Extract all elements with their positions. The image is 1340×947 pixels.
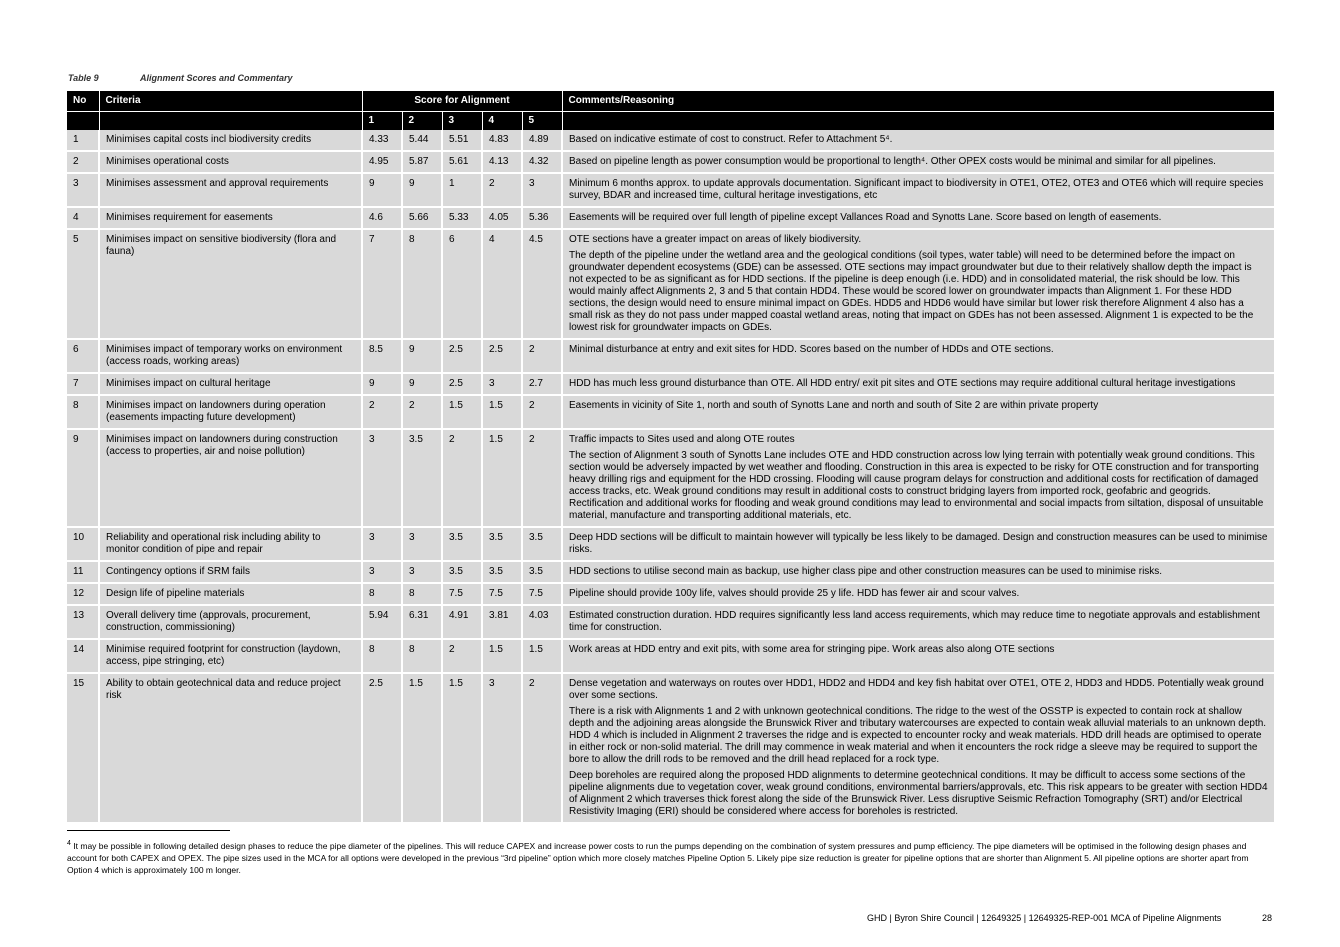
footnote-rule (67, 830, 230, 831)
comment-paragraph: Minimum 6 months approx. to update approvals documentation. Significant impact to biodiversity in OTE1, OTE2, OTE3 and OTE6 which will require species survey, BDAR and increased time, cultural heritage investigations, etc (569, 178, 1264, 201)
score-alignment-3: 4.91 (442, 605, 482, 639)
score-alignment-5: 7.5 (522, 583, 562, 605)
row-number: 1 (67, 130, 99, 151)
score-alignment-1: 3 (362, 527, 402, 561)
row-criteria: Minimises impact on landowners during construction (access to properties, air and noise pollution) (99, 429, 362, 527)
score-alignment-5: 1.5 (522, 639, 562, 673)
table-row (67, 673, 1274, 823)
score-alignment-3: 3.5 (442, 561, 482, 583)
score-alignment-4: 3.5 (482, 561, 522, 583)
page-footer: GHD | Byron Shire Council | 12649325 | 12649325-REP-001 MCA of Pipeline Alignments (867, 913, 1222, 923)
row-criteria: Minimises impact on landowners during operation (easements impacting future development) (99, 395, 362, 429)
row-criteria: Minimise required footprint for construction (laydown, access, pipe stringing, etc) (99, 639, 362, 673)
comment-paragraph: Pipeline should provide 100y life, valves should provide 25 y life. HDD has fewer air and scour valves. (569, 588, 1020, 599)
score-alignment-4: 2.5 (482, 339, 522, 373)
row-criteria: Overall delivery time (approvals, procurement, construction, commissioning) (99, 605, 362, 639)
row-criteria: Minimises assessment and approval requirements (99, 173, 362, 207)
table-body (67, 130, 1274, 823)
row-number: 13 (67, 605, 99, 639)
score-alignment-4: 1.5 (482, 395, 522, 429)
comment-paragraph: There is a risk with Alignments 1 and 2 with unknown geotechnical conditions. The ridge to the west of the OSSTP is expected to contain rock at shallow depth and the adjoining areas alongside the Brunswick River and tributary watercourses are expected to contain weak alluvial materials to an unknown depth. HDD 4 which is included in Alignment 2 traverses the ridge and is expected to encounter rocky and weak materials. HDD drill heads are optimised to operate in either rock or non-solid material. The drill may commence in weak material and when it encounters the rock ridge a sleeve may be required to support the bore to allow the drill rods to be removed and the drill head replaced for a rock type. (569, 706, 1267, 765)
row-number: 15 (67, 673, 99, 823)
header-alignment-5: 5 (522, 112, 562, 131)
score-alignment-3: 3.5 (442, 527, 482, 561)
score-alignment-5: 2.7 (522, 373, 562, 395)
header-comments: Comments/Reasoning (562, 91, 1274, 112)
footnote-number: 4 (67, 840, 71, 848)
footnote (67, 840, 1272, 876)
row-comments (562, 339, 1274, 373)
row-criteria: Minimises requirement for easements (99, 207, 362, 229)
score-alignment-3: 5.61 (442, 151, 482, 173)
row-comments (562, 373, 1274, 395)
row-number: 7 (67, 373, 99, 395)
score-alignment-5: 3.5 (522, 527, 562, 561)
caption-title: Alignment Scores and Commentary (140, 73, 293, 83)
score-alignment-1: 9 (362, 173, 402, 207)
header-alignment-4: 4 (482, 112, 522, 131)
score-alignment-1: 3 (362, 429, 402, 527)
score-alignment-5: 3 (522, 173, 562, 207)
comment-paragraph: The depth of the pipeline under the wetland area and the geological conditions (soil types, water table) will need to be determined before the impact on groundwater dependent ecosystems (GDE) can be assessed. OTE sections may impact groundwater but due to their relatively shallow depth the impact is not expected to be as significant as for HDD sections. If the pipeline is deep enough (i.e. HDD) and in consolidated material, the risk should be low. This would mainly affect Alignments 2, 3 and 5 that contain HDD4. These would be scored lower on groundwater impacts than Alignment 1. For these HDD sections, the design would need to ensure minimal impact on GDEs. HDD5 and HDD6 would have similar but lower risk therefore Alignment 4 also has a small risk as they do not pass under mapped coastal wetland areas, noting that impact on GDEs has not been assessed. Alignment 1 is expected to be the lowest risk for groundwater impacts on GDEs. (569, 250, 1254, 333)
score-alignment-4: 4.05 (482, 207, 522, 229)
table-row (67, 229, 1274, 339)
score-alignment-3: 1 (442, 173, 482, 207)
score-alignment-1: 4.33 (362, 130, 402, 151)
score-alignment-1: 8.5 (362, 339, 402, 373)
score-alignment-2: 5.44 (402, 130, 442, 151)
table-row (67, 395, 1274, 429)
table-row (67, 151, 1274, 173)
row-criteria: Minimises capital costs incl biodiversity credits (99, 130, 362, 151)
score-alignment-4: 3.81 (482, 605, 522, 639)
table-row (67, 583, 1274, 605)
row-comments (562, 151, 1274, 173)
row-comments (562, 395, 1274, 429)
score-alignment-5: 4.5 (522, 229, 562, 339)
row-criteria: Design life of pipeline materials (99, 583, 362, 605)
score-alignment-1: 5.94 (362, 605, 402, 639)
header-criteria: Criteria (99, 91, 362, 112)
score-alignment-3: 1.5 (442, 673, 482, 823)
alignment-scores-table (67, 91, 1274, 824)
score-alignment-4: 2 (482, 173, 522, 207)
score-alignment-1: 4.95 (362, 151, 402, 173)
score-alignment-3: 2 (442, 639, 482, 673)
row-criteria: Minimises impact on sensitive biodiversity (flora and fauna) (99, 229, 362, 339)
score-alignment-5: 4.32 (522, 151, 562, 173)
row-comments (562, 429, 1274, 527)
score-alignment-1: 8 (362, 639, 402, 673)
row-comments (562, 229, 1274, 339)
score-alignment-5: 5.36 (522, 207, 562, 229)
comment-paragraph: The section of Alignment 3 south of Synotts Lane includes OTE and HDD construction across low lying terrain with potentially weak ground conditions. This section would be adversely impacted by wet weather and flooding. Construction in this area is expected to be risky for OTE construction and for transporting heavy drilling rigs and equipment for the HDD crossing. Flooding will cause program delays for construction and additional costs for rectification of damaged access tracks, etc. Weak ground conditions may result in additional costs to construct bridging layers from imported rock, geofabric and geogrids. Rectification and additional works for flooding and weak ground conditions may lead to environmental and social impacts from siltation, disposal of unsuitable material, manufacture and transporting additional materials, etc. (569, 450, 1264, 521)
comment-paragraph: Deep boreholes are required along the proposed HDD alignments to determine geotechnical conditions. It may be difficult to access some sections of the pipeline alignments due to vegetation cover, weak ground conditions, environmental barriers/approvals, etc. This risk appears to be greater with section HDD4 of Alignment 2 which traverses thick forest along the side of the Brunswick River. Less disruptive Seismic Refraction Tomography (SRT) and/or Electrical Resistivity Imaging (ERI) should be considered where access for boreholes is restricted. (569, 770, 1268, 817)
score-alignment-2: 9 (402, 173, 442, 207)
table-row (67, 207, 1274, 229)
score-alignment-1: 8 (362, 583, 402, 605)
row-criteria: Ability to obtain geotechnical data and reduce project risk (99, 673, 362, 823)
score-alignment-5: 4.89 (522, 130, 562, 151)
header-no-sub (67, 112, 99, 131)
page-number: 28 (1262, 913, 1273, 923)
score-alignment-3: 2 (442, 429, 482, 527)
row-number: 12 (67, 583, 99, 605)
table-row (67, 130, 1274, 151)
row-comments (562, 207, 1274, 229)
score-alignment-1: 4.6 (362, 207, 402, 229)
row-number: 14 (67, 639, 99, 673)
table-row (67, 639, 1274, 673)
row-number: 9 (67, 429, 99, 527)
row-number: 3 (67, 173, 99, 207)
table-row (67, 173, 1274, 207)
score-alignment-3: 6 (442, 229, 482, 339)
header-alignment-2: 2 (402, 112, 442, 131)
header-no: No (67, 91, 99, 112)
comment-paragraph: Easements will be required over full length of pipeline except Vallances Road and Synotts Lane. Score based on length of easements. (569, 212, 1162, 223)
table-caption (68, 73, 293, 83)
table-row (67, 339, 1274, 373)
score-alignment-2: 2 (402, 395, 442, 429)
row-comments (562, 130, 1274, 151)
score-alignment-2: 8 (402, 229, 442, 339)
comment-paragraph: Easements in vicinity of Site 1, north and south of Synotts Lane and north and south of Site 2 are within private property (569, 400, 1099, 411)
comment-paragraph: Deep HDD sections will be difficult to maintain however will typically be less likely to be damaged. Design and construction measures can be used to minimise risks. (569, 532, 1268, 555)
comment-paragraph: Work areas at HDD entry and exit pits, with some area for stringing pipe. Work areas also along OTE sections (569, 644, 1055, 655)
score-alignment-4: 3.5 (482, 527, 522, 561)
header-alignment-1: 1 (362, 112, 402, 131)
row-number: 10 (67, 527, 99, 561)
score-alignment-4: 1.5 (482, 639, 522, 673)
table-row (67, 527, 1274, 561)
row-comments (562, 561, 1274, 583)
header-alignment-3: 3 (442, 112, 482, 131)
comment-paragraph: Traffic impacts to Sites used and along OTE routes (569, 434, 795, 445)
footnote-text: It may be possible in following detailed design phases to reduce the pipe diameter of the pipelines. This will reduce CAPEX and increase power costs to run the pumps depending on the combination of system pressures and pump efficiency. The pipe diameters will be optimised in the following design phases and account for both CAPEX and OPEX. The pipe sizes used in the MCA for all options were developed in the previous “3rd pipeline” option which more closely matches Pipeline Option 5. Likely pipe size reduction is greater for pipeline options that are shorter than Alignment 5. All pipeline options are shorter apart from Option 4 which is approximately 100 m longer. (67, 841, 1249, 875)
score-alignment-2: 5.87 (402, 151, 442, 173)
row-number: 8 (67, 395, 99, 429)
score-alignment-1: 2.5 (362, 673, 402, 823)
header-criteria-sub (99, 112, 362, 131)
score-alignment-4: 4.83 (482, 130, 522, 151)
comment-paragraph: OTE sections have a greater impact on areas of likely biodiversity. (569, 234, 862, 245)
score-alignment-2: 9 (402, 373, 442, 395)
score-alignment-1: 9 (362, 373, 402, 395)
score-alignment-4: 4.13 (482, 151, 522, 173)
row-number: 11 (67, 561, 99, 583)
header-score: Score for Alignment (362, 91, 562, 112)
row-criteria: Minimises impact of temporary works on environment (access roads, working areas) (99, 339, 362, 373)
score-alignment-5: 2 (522, 429, 562, 527)
score-alignment-5: 2 (522, 339, 562, 373)
score-alignment-2: 8 (402, 639, 442, 673)
score-alignment-1: 3 (362, 561, 402, 583)
comment-paragraph: Based on indicative estimate of cost to construct. Refer to Attachment 5⁴. (569, 134, 893, 145)
row-comments (562, 673, 1274, 823)
score-alignment-1: 7 (362, 229, 402, 339)
score-alignment-3: 5.33 (442, 207, 482, 229)
comment-paragraph: HDD sections to utilise second main as backup, use higher class pipe and other construction measures can be used to minimise risks. (569, 566, 1163, 577)
score-alignment-4: 3 (482, 373, 522, 395)
comment-paragraph: Based on pipeline length as power consumption would be proportional to length⁴. Other OPEX costs would be minimal and similar for all pipelines. (569, 156, 1216, 167)
score-alignment-4: 4 (482, 229, 522, 339)
header-comments-sub (562, 112, 1274, 131)
score-alignment-3: 7.5 (442, 583, 482, 605)
score-alignment-2: 3 (402, 527, 442, 561)
row-comments (562, 583, 1274, 605)
score-alignment-3: 1.5 (442, 395, 482, 429)
score-alignment-2: 1.5 (402, 673, 442, 823)
score-alignment-5: 4.03 (522, 605, 562, 639)
score-alignment-2: 8 (402, 583, 442, 605)
row-number: 4 (67, 207, 99, 229)
table-row (67, 561, 1274, 583)
row-comments (562, 173, 1274, 207)
score-alignment-3: 2.5 (442, 373, 482, 395)
score-alignment-2: 6.31 (402, 605, 442, 639)
row-number: 5 (67, 229, 99, 339)
score-alignment-5: 3.5 (522, 561, 562, 583)
score-alignment-2: 5.66 (402, 207, 442, 229)
comment-paragraph: Dense vegetation and waterways on routes over HDD1, HDD2 and HDD4 and key fish habitat over OTE1, OTE 2, HDD3 and HDD5. Potentially weak ground over some sections. (569, 678, 1264, 701)
score-alignment-5: 2 (522, 673, 562, 823)
row-number: 6 (67, 339, 99, 373)
score-alignment-3: 5.51 (442, 130, 482, 151)
row-criteria: Reliability and operational risk including ability to monitor condition of pipe and repair (99, 527, 362, 561)
row-criteria: Contingency options if SRM fails (99, 561, 362, 583)
row-comments (562, 527, 1274, 561)
row-number: 2 (67, 151, 99, 173)
row-criteria: Minimises operational costs (99, 151, 362, 173)
score-alignment-3: 2.5 (442, 339, 482, 373)
score-alignment-4: 3 (482, 673, 522, 823)
score-alignment-2: 3.5 (402, 429, 442, 527)
score-alignment-2: 3 (402, 561, 442, 583)
table-row (67, 373, 1274, 395)
comment-paragraph: HDD has much less ground disturbance than OTE. All HDD entry/ exit pit sites and OTE sections may require additional cultural heritage investigations (569, 378, 1236, 389)
score-alignment-4: 1.5 (482, 429, 522, 527)
comment-paragraph: Estimated construction duration. HDD requires significantly less land access requirements, which may reduce time to negotiate approvals and establishment time for construction. (569, 610, 1260, 633)
caption-label: Table 9 (68, 73, 99, 83)
row-comments (562, 605, 1274, 639)
score-alignment-2: 9 (402, 339, 442, 373)
row-criteria: Minimises impact on cultural heritage (99, 373, 362, 395)
row-comments (562, 639, 1274, 673)
table-row (67, 605, 1274, 639)
table-row (67, 429, 1274, 527)
score-alignment-4: 7.5 (482, 583, 522, 605)
score-alignment-1: 2 (362, 395, 402, 429)
score-alignment-5: 2 (522, 395, 562, 429)
comment-paragraph: Minimal disturbance at entry and exit sites for HDD. Scores based on the number of HDDs and OTE sections. (569, 344, 1054, 355)
